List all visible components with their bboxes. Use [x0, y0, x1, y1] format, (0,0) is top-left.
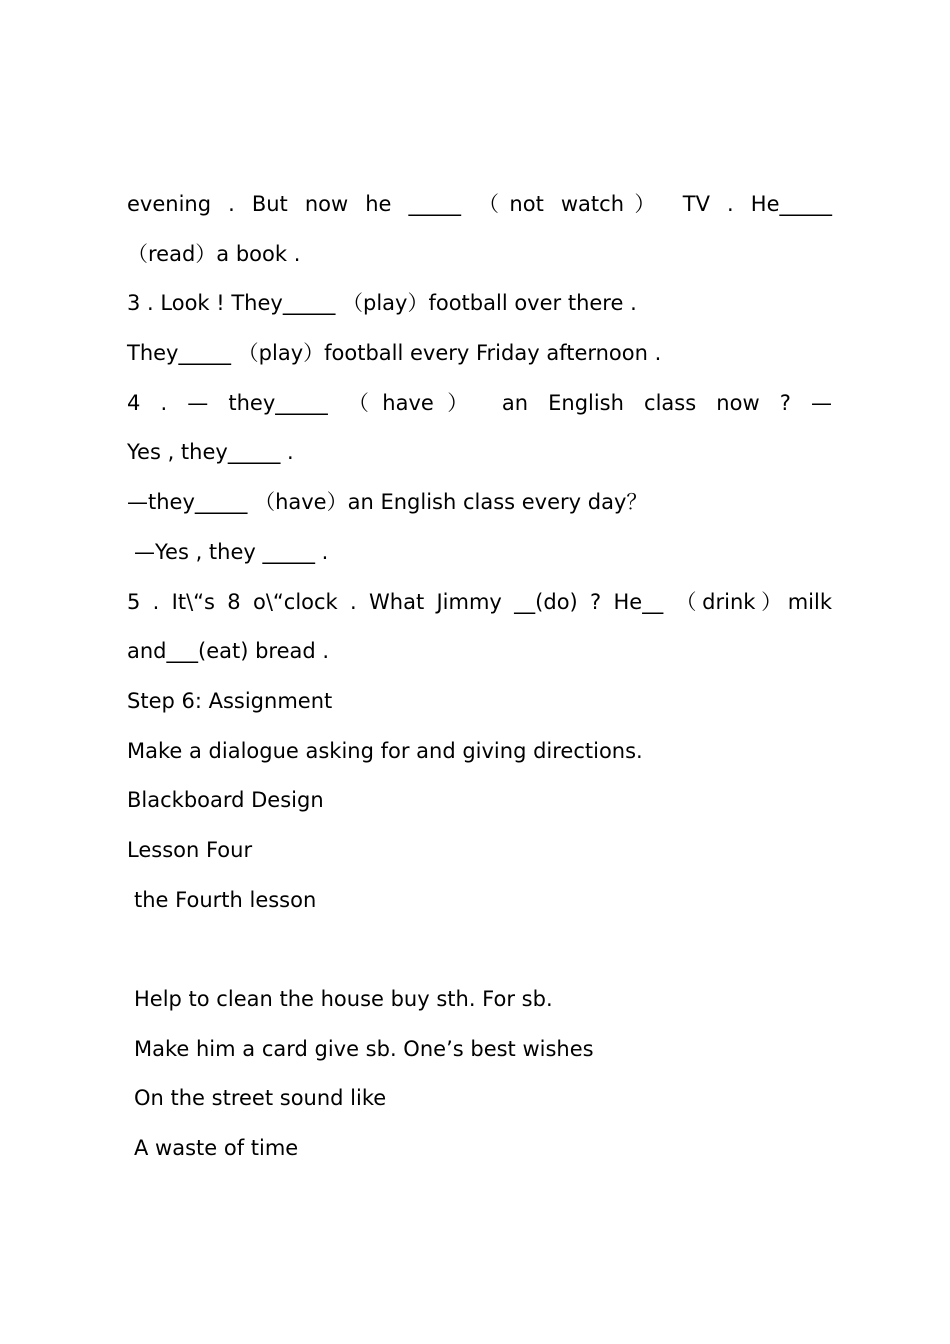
- document-page: [127, 180, 832, 1174]
- exercise-4-line-4: —Yes , they _____ .: [134, 539, 329, 564]
- exercise-3-line-1: 3 . Look ! They_____ （play）football over there .: [127, 291, 637, 316]
- exercise-4-line-2: Yes , they_____ .: [127, 440, 294, 465]
- blank-line: [127, 925, 832, 975]
- text-line-2: （read）a book .: [127, 241, 301, 266]
- exercise-3-line-2: They_____ （play）football every Friday afternoon .: [127, 341, 662, 366]
- lesson-title: Lesson Four: [127, 837, 253, 862]
- phrase-line-4: A waste of time: [134, 1136, 299, 1161]
- step-6-heading: Step 6: Assignment: [127, 688, 333, 713]
- exercise-5-line-1: 5 . It\“s 8 o\“clock . What Jimmy __(do) ? He__ （drink）milk: [127, 589, 832, 614]
- exercise-4-line-1: 4 . — they_____ （have） an English class now ? —: [127, 390, 832, 415]
- blackboard-design-heading: Blackboard Design: [127, 788, 324, 813]
- phrase-line-3: On the street sound like: [134, 1086, 387, 1111]
- exercise-4-line-3: —they_____ （have）an English class every day？: [127, 490, 648, 515]
- phrase-line-2: Make him a card give sb. One’s best wishes: [134, 1036, 594, 1061]
- phrase-line-1: Help to clean the house buy sth. For sb.: [134, 987, 553, 1011]
- exercise-5-line-2: and___(eat) bread .: [127, 639, 330, 664]
- text-line-1: evening . But now he _____ （not watch） TV . He_____: [127, 192, 832, 216]
- assignment-text: Make a dialogue asking for and giving directions.: [127, 738, 643, 763]
- lesson-subtitle: the Fourth lesson: [134, 887, 317, 912]
